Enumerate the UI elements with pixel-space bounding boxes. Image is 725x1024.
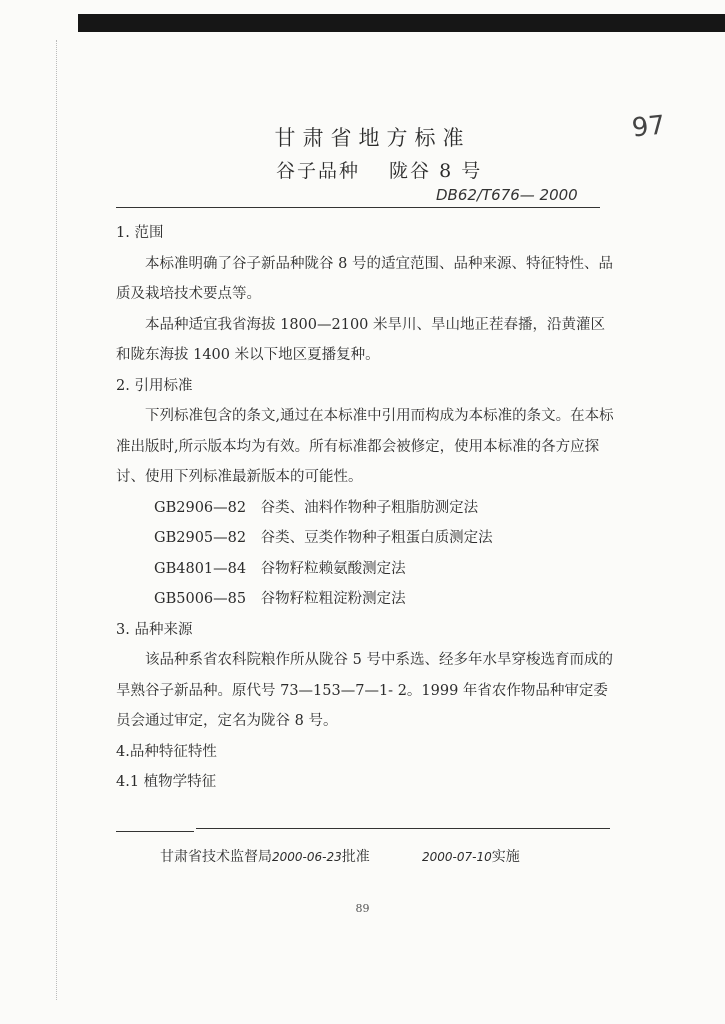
footer-divider-left xyxy=(116,831,194,832)
reference-code: GB2906—82 xyxy=(154,499,247,516)
document-subtitle: 谷子品种 陇谷 8 号 xyxy=(276,160,483,182)
document-title: 甘肃省地方标准 xyxy=(274,126,471,150)
reference-standard xyxy=(116,493,616,524)
header-divider xyxy=(116,207,600,208)
body-paragraph: 本品种适宜我省海拔 1800—2100 米旱川、旱山地正茬春播，沿黄灌区和陇东海拔 1400 米以下地区夏播复种。 xyxy=(116,316,606,363)
body-paragraph: 本标准明确了谷子新品种陇谷 8 号的适宜范围、品种来源、特征特性、品质及栽培技术要点等。 xyxy=(116,255,613,302)
handwritten-page-note: 97 xyxy=(630,110,667,144)
footer-divider-right xyxy=(196,828,610,829)
body-paragraph: 下列标准包含的条文,通过在本标准中引用而构成为本标准的条文。在本标准出版时,所示版本均为有效。所有标准都会被修定，使用本标准的各方应探讨、使用下列标准最新版本的可能性。 xyxy=(116,408,614,485)
standard-number: DB62/T676— 2000 xyxy=(436,186,578,204)
reference-code: GB5006—85 xyxy=(154,591,247,607)
approve-date: 2000-06-23 xyxy=(272,850,342,864)
section-heading: 4.品种特征特性 xyxy=(116,743,217,760)
reference-title: 谷物籽粒赖氨酸测定法 xyxy=(260,560,406,577)
reference-title: 谷物籽粒粗淀粉测定法 xyxy=(260,591,406,607)
page-number: 89 xyxy=(355,902,370,915)
reference-code: GB4801—84 xyxy=(154,560,247,577)
scan-top-bar xyxy=(78,14,725,32)
reference-standard xyxy=(116,523,616,554)
body-paragraph: 该品种系省农科院粮作所从陇谷 5 号中系选、经多年水旱穿梭选育而成的旱熟谷子新品种。原代号 73—153—7—1- 2。1999 年省农作物品种审定委员会通过审定，定名为陇谷 8 号。 xyxy=(116,652,613,729)
section-heading: 3. 品种来源 xyxy=(116,621,193,638)
implement-date: 2000-07-10 xyxy=(422,850,492,864)
scan-edge xyxy=(56,40,57,1000)
reference-standard xyxy=(116,554,616,585)
reference-title: 谷类、豆类作物种子粗蛋白质测定法 xyxy=(260,530,493,546)
issuer-name: 甘肃省技术监督局 xyxy=(160,849,272,865)
footer-implementation xyxy=(422,846,520,866)
footer-approval xyxy=(160,846,370,866)
section-heading: 1. 范围 xyxy=(116,225,164,241)
approve-label: 批准 xyxy=(341,849,370,865)
implement-label: 实施 xyxy=(491,849,520,865)
reference-code: GB2905—82 xyxy=(154,530,247,546)
document-body xyxy=(116,218,616,798)
reference-standard xyxy=(116,584,616,615)
reference-title: 谷类、油料作物种子粗脂肪测定法 xyxy=(260,499,479,516)
section-heading: 2. 引用标准 xyxy=(116,377,193,394)
section-heading: 4.1 植物学特征 xyxy=(116,774,217,790)
